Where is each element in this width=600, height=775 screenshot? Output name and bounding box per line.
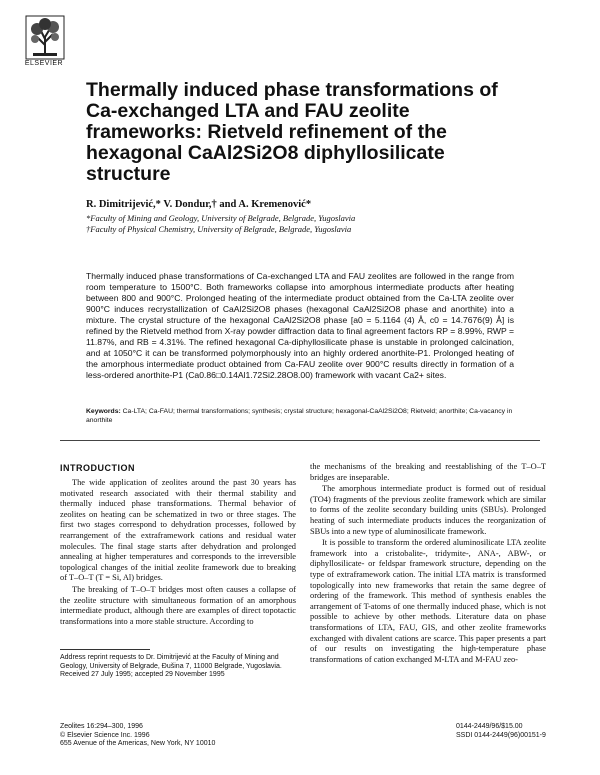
publisher-name: ELSEVIER bbox=[24, 60, 64, 67]
author-list: R. Dimitrijević,* V. Dondur,† and A. Kremenović* bbox=[86, 199, 312, 210]
paragraph: the mechanisms of the breaking and reestablishing of the T–O–T bridges are inseparable. bbox=[310, 462, 546, 482]
paragraph: It is possible to transform the ordered aluminosilicate LTA zeolite framework into a cristobalite-, tridymite-, ANA-, ABW-, or diphyllosilicate- or feldspar framework structure, depending on the type of extraframework cation. The initial LTA matrix is transformed topologically into new frameworks that retain the same degree of ordering of the framework. This method of synthesis enables the arrangement of T-atoms of one thermally induced phase, which is not possible to achieve by other methods. Literature data on phase transformations of LTA, FAU, GIS, and other zeolite frameworks exchanged with divalent cations are scarce. This paper presents a part of our results on investigating the high-temperature phase transformations of cation exchanged M-LTA and M-FAU zeo- bbox=[310, 538, 546, 664]
footnote bbox=[60, 654, 296, 680]
issn-block bbox=[456, 723, 546, 740]
section-heading-introduction: INTRODUCTION bbox=[60, 463, 135, 473]
journal-line: 655 Avenue of the Americas, New York, NY 10010 bbox=[60, 740, 216, 748]
keywords-label: Keywords: bbox=[86, 408, 121, 415]
journal-line: © Elsevier Science Inc. 1996 bbox=[60, 731, 150, 739]
abstract: Thermally induced phase transformations of Ca-exchanged LTA and FAU zeolites are followed in the range from room temperature to 1500°C. Both frameworks collapse into amorphous intermediate products after heating between 800 and 900°C. Prolonged heating of the intermediate product obtained from the Ca-LTA zeolite over 900°C induces recrystallization of CaAl2Si2O8 phases (hexagonal CaAl2Si2O8 phase and anorthite) into a mixture. The crystal structure of the hexagonal CaAl2Si2O8 phase [a0 = 5.1164 (4) Å, c0 = 14.7676(9) Å] is refined by the Rietveld method from X-ray powder diffraction data to final agreement factors RP = 8.99%, RWP = 11.87%, and RB = 4.31%. The refined hexagonal Ca-diphyllosilicate phase is unstable in prolonged calcination, and at 1050°C it can be transformed polymorphously into an highly ordered anorthite-P1. Prolonged heating of the amorphous intermediate product obtained from Ca-FAU zeolite over 900°C results directly in formation of a less-ordered anorthite-P1 (Ca0.86□0.14Al1.72Si2.28O8.00) framework with vacant Ca2+ sites. bbox=[86, 271, 514, 380]
affiliation-2: †Faculty of Physical Chemistry, University of Belgrade, Belgrade, Yugoslavia bbox=[86, 224, 352, 234]
journal-line: Zeolites 16:294–300, 1996 bbox=[60, 723, 143, 730]
article-title bbox=[86, 80, 516, 185]
paragraph: The wide application of zeolites around the past 30 years has motivated research associated with their thermal stability and thermally induced phase transformations. Thermal behavior of zeolites on heating can be schematized in two or three stages. The first two stages correspond to dehydration processes, followed by rearrangement of the extraframework cations and residual water molecules. The final stage starts after dehydration and prolonged annealing at higher temperatures and corresponds to the irreversible topological changes of the initial zeolite framework due to breaking of T–O–T (T = Si, Al) bridges. bbox=[60, 478, 296, 583]
issn-line: 0144-2449/96/$15.00 bbox=[456, 723, 523, 730]
affiliation-1: *Faculty of Mining and Geology, University of Belgrade, Belgrade, Yugoslavia bbox=[86, 213, 356, 223]
elsevier-tree-logo bbox=[25, 15, 65, 60]
left-text-column bbox=[60, 478, 296, 627]
right-text-column bbox=[310, 462, 546, 665]
footnote-divider bbox=[60, 649, 150, 650]
correspondence-note: Address reprint requests to Dr. Dimitrijević at the Faculty of Mining and Geology, University of Belgrade, Đušina 7, 11000 Belgrade, Yugoslavia. bbox=[60, 654, 282, 670]
received-note: Received 27 July 1995; accepted 29 November 1995 bbox=[60, 671, 225, 679]
journal-citation bbox=[60, 723, 215, 749]
section-divider bbox=[60, 440, 540, 441]
article-title-text: Thermally induced phase transformations of Ca-exchanged LTA and FAU zeolite frameworks: Rietveld refinement of the hexagonal CaAl2Si2O8 diphyllosilicate structure bbox=[86, 79, 498, 185]
paragraph: The amorphous intermediate product is formed out of residual (TO4) fragments of the previous zeolite framework which are similar to forms of the zeolite secondary building units (SBUs). Prolonged heating of such intermediate products induces the reorganization of SBUs into a new type of aluminosilicate framework. bbox=[310, 484, 546, 536]
issn-line: SSDI 0144-2449(96)00151-9 bbox=[456, 731, 546, 739]
paragraph: The breaking of T–O–T bridges most often causes a collapse of the zeolite structure with simultaneous formation of an amorphous intermediate product, although there are examples of direct topotactic transformations into a more stable structure. According to bbox=[60, 584, 296, 626]
keywords bbox=[86, 408, 514, 425]
keywords-text: Ca-LTA; Ca-FAU; thermal transformations; synthesis; crystal structure; hexagonal-CaAl2Si2O8; Rietveld; anorthite; Ca-vacancy in anorthite bbox=[86, 408, 513, 424]
